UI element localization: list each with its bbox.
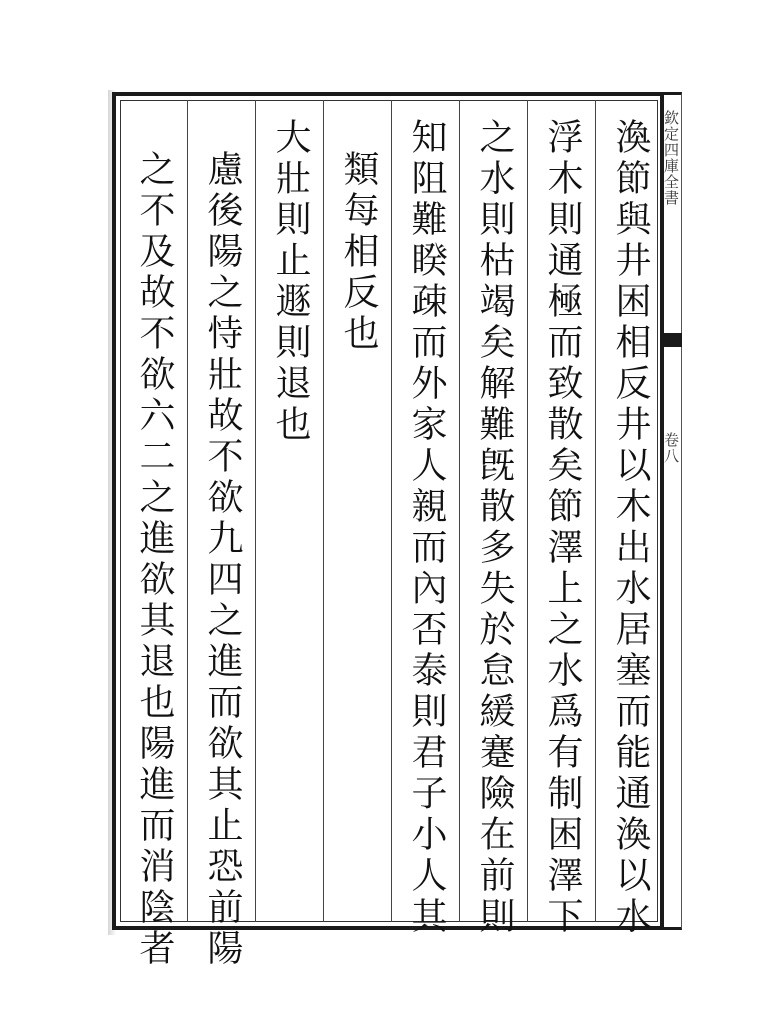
column-rule — [187, 100, 188, 922]
text-column-6: 大壯則止遯則退也 — [270, 118, 311, 446]
text-column-8: 之不及故不欲六二之進欲其退也陽進而消陰者 — [134, 150, 175, 970]
text-column-5: 類每相反也 — [338, 150, 379, 355]
volume-number: 卷八 — [662, 432, 680, 464]
fishtail-mark — [664, 333, 682, 347]
text-column-7: 慮後陽之恃壯故不欲九四之進而欲其止恐前陽 — [202, 150, 243, 970]
column-rule — [391, 100, 392, 922]
column-rule — [255, 100, 256, 922]
text-column-3: 之水則枯竭矣解難旣散多失於怠緩蹇險在前則 — [474, 118, 515, 938]
book-title: 欽定四庫全書 — [662, 110, 680, 206]
column-rule — [595, 100, 596, 922]
page-margin-strip — [664, 92, 682, 930]
column-rule — [527, 100, 528, 922]
text-column-1: 渙節與井困相反井以木出水居塞而能通渙以水 — [610, 118, 651, 938]
text-column-2: 浮木則通極而致散矣節澤上之水爲有制困澤下 — [542, 118, 583, 938]
column-rule — [323, 100, 324, 922]
column-rule — [459, 100, 460, 922]
text-column-4: 知阻難睽疎而外家人親而內否泰則君子小人其 — [406, 118, 447, 938]
